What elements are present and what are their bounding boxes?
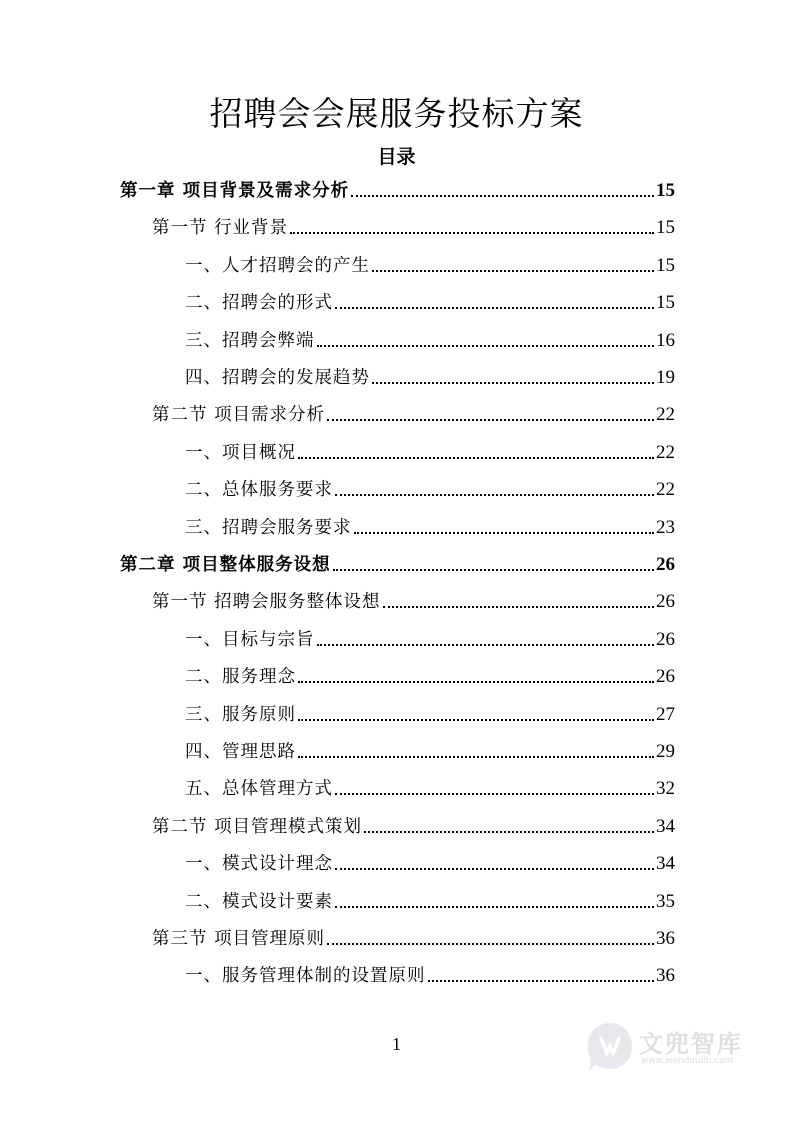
toc-entry-level-1[interactable] — [120, 176, 675, 206]
toc-entry-level-3[interactable] — [185, 737, 675, 767]
toc-entry-label: 第一节 招聘会服务整体设想 — [152, 592, 381, 613]
toc-entry-level-2[interactable] — [152, 924, 675, 954]
toc-entry-level-3[interactable] — [185, 887, 675, 917]
toc-entry-page: 15 — [656, 254, 675, 276]
toc-entry-page: 34 — [656, 815, 675, 837]
toc-entry-level-3[interactable] — [185, 326, 675, 356]
watermark — [585, 1020, 765, 1076]
toc-entry-label: 一、模式设计理念 — [185, 854, 333, 875]
toc-entry-label: 第二节 项目需求分析 — [152, 405, 326, 426]
toc-heading: 目录 — [377, 146, 416, 168]
toc-dot-leader — [298, 681, 654, 683]
toc-dot-leader — [317, 345, 655, 347]
toc-entry-page: 32 — [656, 778, 675, 800]
toc-dot-leader — [372, 270, 654, 272]
toc-entry-label: 第二章 项目整体服务设想 — [120, 555, 331, 575]
toc-dot-leader — [335, 793, 654, 795]
toc-entry-level-2[interactable] — [152, 400, 675, 430]
toc-entry-label: 五、总体管理方式 — [185, 779, 333, 800]
toc-entry-level-3[interactable] — [185, 849, 675, 879]
toc-entry-page: 22 — [656, 479, 675, 501]
toc-entry-page: 34 — [656, 853, 675, 875]
toc-dot-leader — [335, 868, 654, 870]
toc-dot-leader — [383, 606, 654, 608]
toc-entry-page: 29 — [656, 741, 675, 762]
toc-entry-level-3[interactable] — [185, 513, 675, 543]
wendou-logo-icon — [585, 1020, 635, 1076]
toc-entry-label: 二、服务理念 — [185, 667, 296, 688]
toc-entry-level-3[interactable] — [185, 475, 675, 505]
toc-entry-page: 15 — [656, 180, 675, 201]
toc-entry-page: 15 — [656, 217, 675, 239]
toc-dot-leader — [354, 532, 655, 534]
toc-dot-leader — [298, 457, 654, 459]
document-title: 招聘会会展服务投标方案 — [209, 94, 584, 133]
toc-entry-level-3[interactable] — [185, 288, 675, 318]
toc-entry-label: 四、招聘会的发展趋势 — [185, 368, 370, 388]
toc-dot-leader — [364, 831, 654, 833]
toc-entry-page: 26 — [656, 591, 675, 613]
toc-entry-page: 19 — [656, 367, 675, 388]
toc-entry-page: 16 — [656, 329, 675, 351]
toc-dot-leader — [372, 382, 654, 384]
toc-entry-label: 二、模式设计要素 — [185, 891, 333, 912]
toc-entry-page: 26 — [656, 628, 675, 650]
toc-entry-level-3[interactable] — [185, 700, 675, 730]
toc-entry-label: 一、项目概况 — [185, 442, 296, 463]
toc-entry-label: 二、总体服务要求 — [185, 480, 333, 501]
toc-entry-label: 第二节 项目管理模式策划 — [152, 816, 363, 837]
toc-entry-label: 一、目标与宗旨 — [185, 629, 315, 650]
toc-entry-label: 二、招聘会的形式 — [185, 293, 333, 314]
toc-entry-level-2[interactable] — [152, 587, 675, 617]
toc-entry-page: 23 — [656, 516, 675, 538]
toc-dot-leader — [428, 980, 655, 982]
toc-entry-level-2[interactable] — [152, 812, 675, 842]
toc-entry-level-3[interactable] — [185, 625, 675, 655]
toc-entry-label: 第一节 行业背景 — [152, 218, 289, 239]
toc-dot-leader — [290, 232, 654, 234]
toc-entry-page: 35 — [656, 890, 675, 912]
toc-entry-label: 第一章 项目背景及需求分析 — [120, 181, 350, 201]
toc-dot-leader — [333, 569, 654, 571]
toc-entry-page: 22 — [656, 404, 675, 426]
toc-entry-level-3[interactable] — [185, 961, 675, 991]
toc-entry-label: 四、管理思路 — [185, 742, 296, 762]
toc-entry-page: 26 — [656, 554, 675, 575]
toc-entry-label: 一、服务管理体制的设置原则 — [185, 966, 426, 987]
watermark-brand: 文兜智库 — [639, 1030, 743, 1058]
toc-dot-leader — [298, 719, 654, 721]
toc-entry-level-1[interactable] — [120, 550, 675, 580]
toc-dot-leader — [351, 195, 654, 197]
page-number: 1 — [392, 1034, 401, 1054]
toc-dot-leader — [327, 419, 654, 421]
toc-entry-label: 一、人才招聘会的产生 — [185, 255, 370, 276]
toc-entry-label: 三、服务原则 — [185, 704, 296, 725]
toc-entry-label: 三、招聘会服务要求 — [185, 517, 352, 538]
toc-entry-level-3[interactable] — [185, 774, 675, 804]
toc-entry-page: 26 — [656, 666, 675, 688]
toc-dot-leader — [335, 494, 654, 496]
toc-entry-level-3[interactable] — [185, 438, 675, 468]
toc-dot-leader — [317, 644, 655, 646]
toc-dot-leader — [335, 906, 654, 908]
toc-entry-page: 15 — [656, 292, 675, 314]
toc-entry-level-2[interactable] — [152, 213, 675, 243]
watermark-url: www.wendoulib.com — [641, 1056, 734, 1066]
toc-entry-level-3[interactable] — [185, 662, 675, 692]
toc-entry-label: 第三节 项目管理原则 — [152, 929, 326, 949]
toc-entry-level-3[interactable] — [185, 251, 675, 281]
toc-entry-page: 36 — [656, 965, 675, 987]
toc-entry-label: 三、招聘会弊端 — [185, 330, 315, 351]
toc-entry-page: 27 — [656, 703, 675, 725]
toc-entry-page: 36 — [656, 928, 675, 949]
toc-entry-page: 22 — [656, 441, 675, 463]
toc-dot-leader — [335, 307, 654, 309]
toc-entry-level-3[interactable] — [185, 363, 675, 393]
toc-dot-leader — [327, 943, 654, 945]
toc-dot-leader — [298, 756, 654, 758]
